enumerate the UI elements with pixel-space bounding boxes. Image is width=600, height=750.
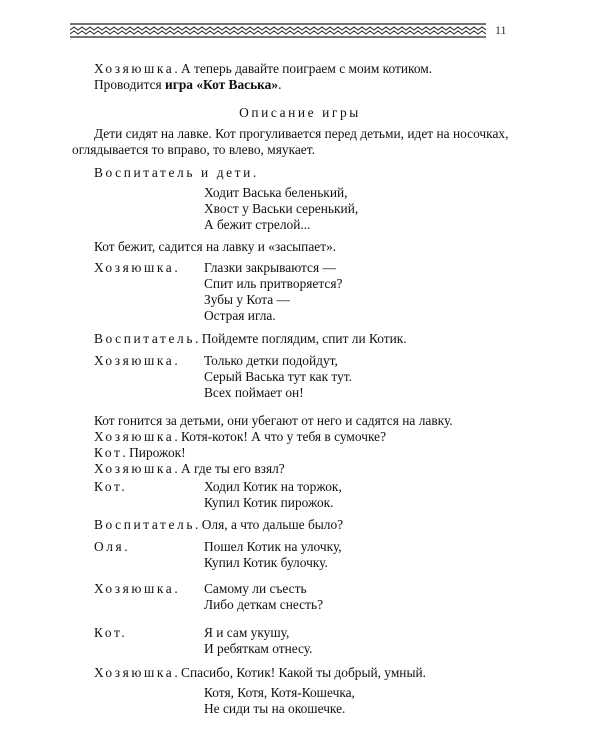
speaker-olya-label: Оля.	[94, 539, 131, 554]
verse7-line-1: Я и сам укушу,	[204, 625, 290, 640]
verse5-line-2: Купил Котик булочку.	[204, 555, 328, 570]
section-title: Описание игры	[239, 105, 361, 120]
speaker-host-label: Хозяюшка.	[94, 581, 181, 596]
intro-line-2: Проводится игра «Кот Васька».	[94, 77, 282, 92]
speaker-host: Хозяюшка	[94, 665, 175, 680]
dialog-3: Хозяюшка. А где ты его взял?	[94, 461, 285, 476]
verse3-line-1: Только детки подойдут,	[204, 353, 338, 368]
verse1-line-3: А бежит стрелой...	[204, 217, 311, 232]
description-line-1: Дети сидят на лавке. Кот прогуливается перед детьми, идет на носочках,	[94, 126, 509, 141]
verse6-line-1: Самому ли съесть	[204, 581, 307, 596]
teacher-line-2: Воспитатель. Оля, а что дальше было?	[94, 517, 344, 532]
verse4-line-2: Купил Котик пирожок.	[204, 495, 334, 510]
intro-line-1: Хозяюшка. А теперь давайте поиграем с моим котиком.	[94, 61, 433, 76]
header-ornament	[70, 22, 486, 38]
speaker-host-label: Хозяюшка.	[94, 260, 181, 275]
description-line-2: оглядывается то вправо, то влево, мяукает.	[72, 142, 315, 157]
verse1-line-1: Ходит Васька беленький,	[204, 185, 348, 200]
speaker-host-label: Хозяюшка.	[94, 353, 181, 368]
speaker-host: Хозяюшка	[94, 61, 175, 76]
narration-2: Кот гонится за детьми, они убегают от него и садятся на лавку.	[94, 413, 453, 428]
verse3-line-3: Всех поймает он!	[204, 385, 304, 400]
verse2-line-2: Спит иль притворяется?	[204, 276, 343, 291]
narration-1: Кот бежит, садится на лавку и «засыпает».	[94, 239, 337, 254]
speaker-host: Хозяюшка	[94, 429, 175, 444]
dialog-2: Кот. Пирожок!	[94, 445, 186, 460]
page-header	[70, 22, 486, 38]
speaker-cat: Кот	[94, 445, 123, 460]
game-title: игра «Кот Васька»	[165, 77, 279, 92]
speaker-teacher: Воспитатель	[94, 517, 196, 532]
page-number: 11	[495, 23, 507, 37]
speaker-cat-label: Кот.	[94, 479, 128, 494]
verse5-line-1: Пошел Котик на улочку,	[204, 539, 342, 554]
verse4-line-1: Ходил Котик на торжок,	[204, 479, 342, 494]
verse3-line-2: Серый Васька тут как тут.	[204, 369, 352, 384]
speaker-teacher-children: Воспитатель и дети.	[94, 165, 259, 180]
verse6-line-2: Либо деткам снесть?	[204, 597, 324, 612]
verse1-line-2: Хвост у Васьки серенький,	[204, 201, 359, 216]
verse8-line-2: Не сиди ты на окошечке.	[204, 701, 346, 716]
dialog-1: Хозяюшка. Котя-коток! А что у тебя в сумочке?	[94, 429, 387, 444]
verse8-line-1: Котя, Котя, Котя-Кошечка,	[204, 685, 355, 700]
speaker-host: Хозяюшка	[94, 461, 175, 476]
verse2-line-3: Зубы у Кота —	[204, 292, 290, 307]
dialog-4: Хозяюшка. Спасибо, Котик! Какой ты добрый, умный.	[94, 665, 426, 680]
verse2-line-4: Острая игла.	[204, 308, 276, 323]
speaker-cat-label: Кот.	[94, 625, 128, 640]
verse2-line-1: Глазки закрываются —	[204, 260, 336, 275]
speaker-teacher: Воспитатель	[94, 331, 196, 346]
teacher-line-1: Воспитатель. Пойдемте поглядим, спит ли Котик.	[94, 331, 407, 346]
verse7-line-2: И ребяткам отнесу.	[204, 641, 313, 656]
